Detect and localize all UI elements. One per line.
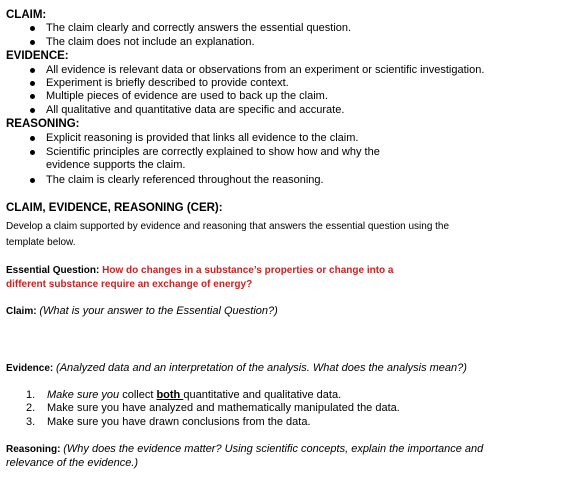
reasoning-prompt-line: [6, 443, 483, 456]
evidence-label: Evidence:: [6, 363, 54, 374]
reasoning-prompt-continued: relevance of the evidence.): [6, 457, 139, 469]
evidence-step: [26, 416, 311, 429]
step-text-pre: Make sure you: [47, 389, 120, 401]
evidence-step: [26, 389, 341, 402]
evidence-criterion: Multiple pieces of evidence are used to back up the claim.: [46, 90, 328, 102]
reasoning-criterion: The claim is clearly referenced throughout the reasoning.: [46, 174, 324, 186]
reasoning-criterion-continued: evidence supports the claim.: [46, 159, 186, 171]
step-number: 3.: [26, 416, 36, 428]
evidence-prompt: (Analyzed data and an interpretation of the analysis. What does the analysis mean?): [56, 362, 467, 374]
claim-heading: CLAIM:: [6, 9, 47, 21]
step-text-post: quantitative and qualitative data.: [183, 389, 342, 401]
step-text: Make sure you have analyzed and mathematically manipulated the data.: [47, 402, 400, 414]
reasoning-criterion: Explicit reasoning is provided that links all evidence to the claim.: [46, 132, 359, 144]
evidence-criterion: All evidence is relevant data or observations from an experiment or scientific investigation.: [46, 64, 485, 76]
reasoning-label: Reasoning:: [6, 444, 61, 455]
evidence-criterion: Experiment is briefly described to provide context.: [46, 77, 289, 89]
step-text: Make sure you have drawn conclusions from the data.: [47, 416, 311, 428]
step-text-mid: collect: [119, 389, 157, 401]
evidence-heading: EVIDENCE:: [6, 50, 69, 62]
claim-prompt: (What is your answer to the Essential Question?): [39, 305, 278, 317]
step-number: 1.: [26, 389, 36, 401]
reasoning-prompt-line-continued: [6, 457, 138, 470]
essential-question-label: Essential Question:: [6, 265, 100, 276]
evidence-prompt-line: [6, 362, 467, 375]
claim-label: Claim:: [6, 306, 37, 317]
step-number: 2.: [26, 402, 36, 414]
claim-criterion: The claim does not include an explanation.: [46, 36, 255, 48]
step-text-emphasis: both: [156, 389, 184, 401]
evidence-step: [26, 402, 400, 415]
claim-criterion: The claim clearly and correctly answers the essential question.: [46, 22, 352, 34]
essential-question-line-continued: [6, 278, 252, 291]
reasoning-criterion: Scientific principles are correctly explained to show how and why the: [46, 146, 380, 158]
essential-question-text-continued: different substance require an exchange of energy?: [6, 279, 253, 290]
reasoning-heading: REASONING:: [6, 118, 80, 130]
essential-question-line: [6, 264, 394, 277]
reasoning-prompt: (Why does the evidence matter? Using scientific concepts, explain the importance and: [63, 443, 484, 455]
cer-intro: Develop a claim supported by evidence and reasoning that answers the essential question using the: [6, 221, 450, 232]
evidence-criterion: All qualitative and quantitative data are specific and accurate.: [46, 104, 345, 116]
cer-intro-continued: template below.: [6, 237, 76, 248]
claim-prompt-line: [6, 305, 278, 318]
cer-heading: CLAIM, EVIDENCE, REASONING (CER):: [6, 202, 223, 214]
essential-question-text: How do changes in a substance’s properties or change into a: [102, 265, 394, 276]
